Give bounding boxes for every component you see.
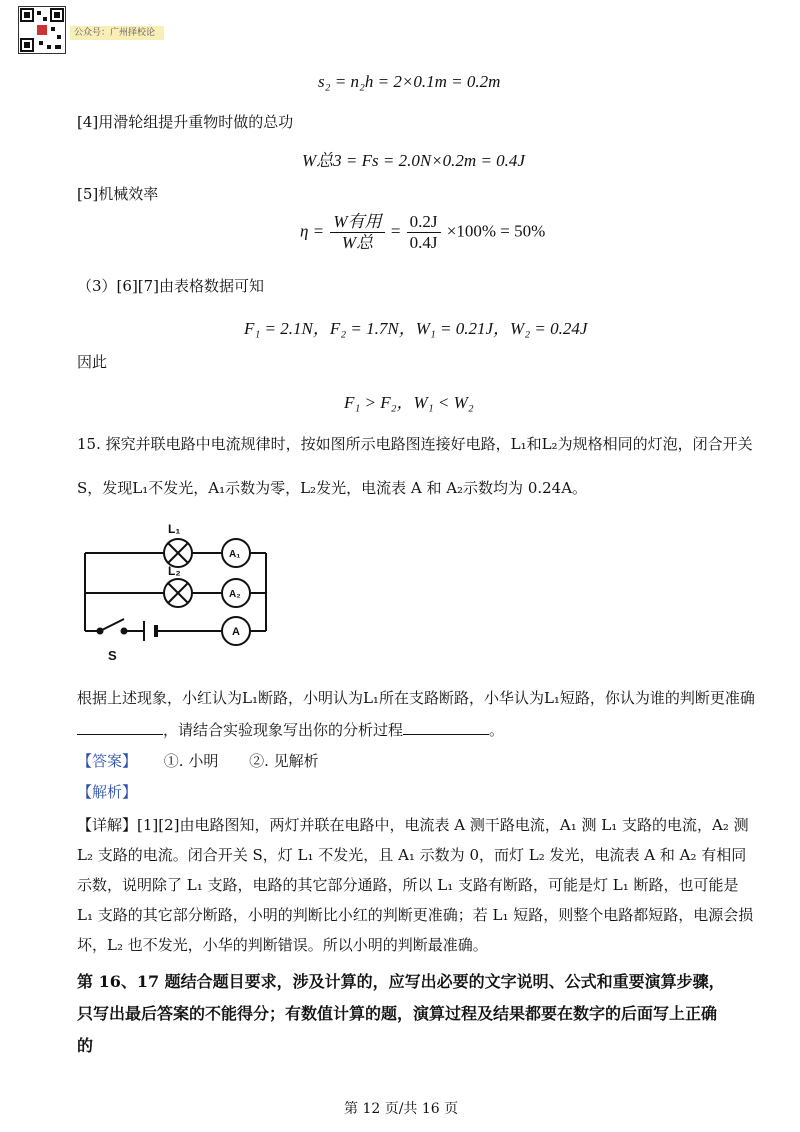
label-a: A — [232, 626, 240, 638]
step-4-text: [4]用滑轮组提升重物时做的总功 — [77, 113, 294, 131]
answer-item-1: ①. 小明 — [163, 752, 219, 770]
fraction-values-den: 0.4J — [409, 233, 438, 252]
fraction-work-num: W有用 — [330, 212, 384, 233]
step-6-7-text: （3）[6][7]由表格数据可知 — [77, 277, 265, 295]
question-15-line-2: S，发现L₁不发光，A₁示数为零，L₂发光，电流表 A 和 A₂示数均为 0.24A。 — [77, 479, 588, 497]
lamp-l2 — [164, 579, 192, 607]
lamp-l1 — [164, 539, 192, 567]
section-instruction: 第 16、17 题结合题目要求，涉及计算的，应写出必要的文字说明、公式和重要演算步骤，只写出最后答案的不能得分；有数值计算的题，演算过程及结果都要在数字的后面写上正确的 — [77, 972, 725, 1055]
qr-code — [18, 6, 66, 54]
step-5-text: [5]机械效率 — [77, 185, 159, 203]
equals-sign: = — [390, 221, 401, 241]
fraction-work-den: W总 — [341, 233, 374, 252]
eta-symbol: η = — [300, 221, 325, 241]
fraction-values-num: 0.2J — [407, 212, 441, 233]
therefore-text: 因此 — [77, 353, 108, 371]
formula-efficiency — [300, 212, 545, 253]
qr-code-icon — [19, 7, 65, 53]
formula-table-data: F₁ = 2.1N，F₂ = 1.7N，W₁ = 0.21J，W₂ = 0.24J — [244, 319, 588, 338]
efficiency-result: ×100% = 50% — [446, 221, 546, 241]
answer-tag: 【答案】 — [77, 752, 138, 770]
answer-blank-1[interactable] — [77, 720, 163, 735]
question-15-line-4-mid: ，请结合实验现象写出你的分析过程 — [163, 721, 404, 739]
page-footer: 第 12 页/共 16 页 — [344, 1101, 459, 1117]
label-l1: L₁ — [168, 522, 181, 536]
answer-blank-2[interactable] — [403, 720, 489, 735]
question-15-line-3: 根据上述现象，小红认为L₁断路，小明认为L₁所在支路断路，小华认为L₁短路，你认为谁的判断更准确 — [77, 689, 755, 707]
label-a1: A₁ — [229, 549, 241, 560]
formula-comparison: F₁ > F₂，W₁ < W₂ — [344, 393, 474, 412]
answer-item-2: ②. 见解析 — [249, 752, 319, 770]
question-15-line-4-end: 。 — [489, 721, 505, 739]
header-banner: 公众号：广州择校论 — [70, 26, 164, 40]
formula-total-work: W总3 = Fs = 2.0N×0.2m = 0.4J — [302, 151, 525, 170]
analysis-tag: 【解析】 — [77, 783, 138, 801]
circuit-diagram — [70, 515, 290, 665]
analysis-detail: 【详解】[1][2]由电路图知，两灯并联在电路中，电流表 A 测干路电流，A₁ 测 L₁ 支路的电流，A₂ 测 L₂ 支路的电流。闭合开关 S，灯 L₁ 不发光，且 A₁ 示数为 0，而灯 L₂ 发光，电流表 A 和 A₂ 有相同示数，说明除了 L₁ 支路，电路的其它部分通路，所以 L₁ 支路有断路，可能是灯 L₁ 断路，也可能是 L₁ 支路的其它部分断路，小明的判断比小红的判断更准确；若 L₁ 短路，则整个电路都短路，电源会损坏，L₂ 也不发光，小华的判断错误。所以小明的判断最准确。 — [77, 816, 754, 954]
question-15-line-4 — [77, 720, 504, 740]
label-s: S — [108, 648, 117, 663]
switch-s — [98, 619, 127, 634]
fraction-work — [330, 212, 384, 253]
battery — [144, 621, 156, 641]
fraction-values — [407, 212, 441, 253]
formula-distance: s₂ = n₂h = 2×0.1m = 0.2m — [318, 72, 501, 91]
answer-line — [77, 751, 319, 771]
label-l2: L₂ — [168, 564, 181, 578]
question-15-line-1: 15. 探究并联电路中电流规律时，按如图所示电路图连接好电路，L₁和L₂为规格相同的灯泡，闭合开关 — [77, 435, 753, 453]
label-a2: A₂ — [229, 589, 241, 600]
